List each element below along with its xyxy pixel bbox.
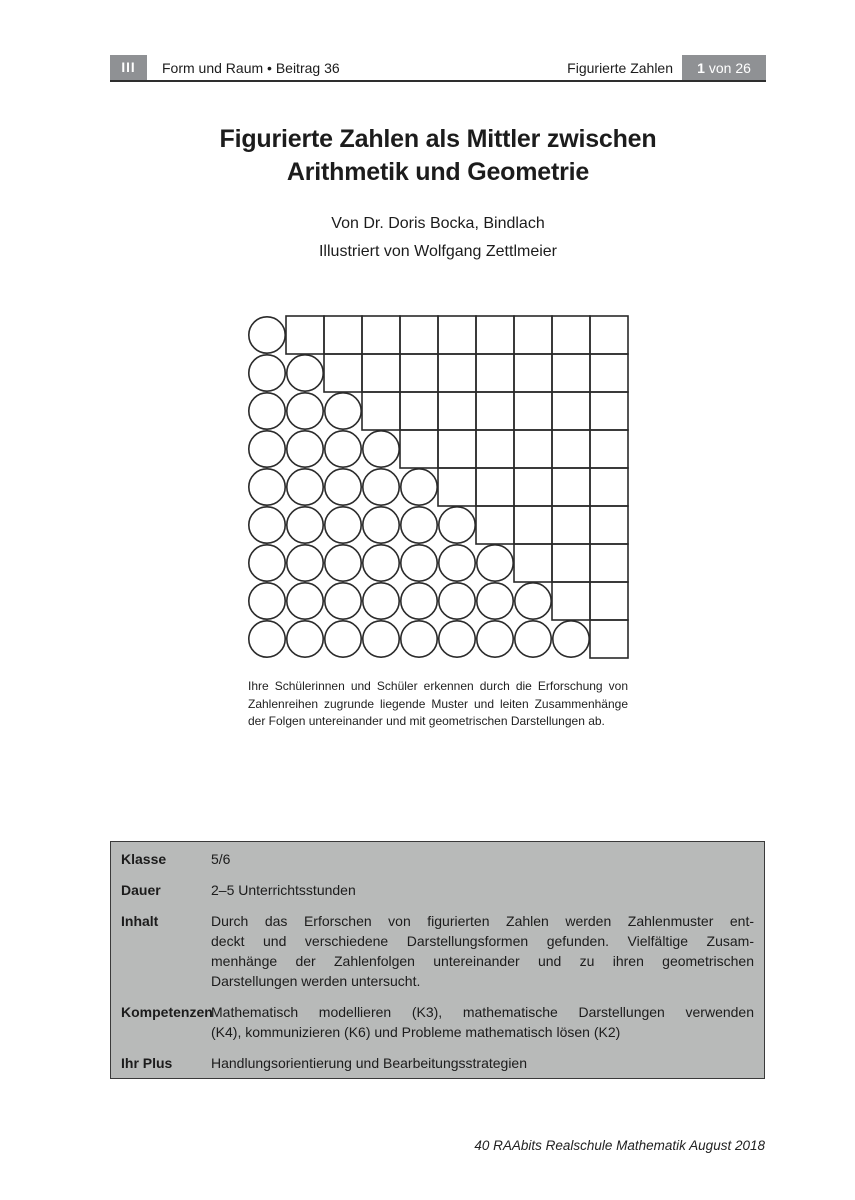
row-value [211,849,754,869]
byline [110,215,766,261]
row-label: Inhalt [121,913,159,929]
caption-line: der Folgen untereinander und mit geometrischen Darstellungen ab. [248,714,605,728]
header-series-text: Form und Raum • Beitrag 36 [162,59,340,76]
row-value-line: 5/6 [211,851,231,867]
table-row [121,1053,754,1073]
row-value [211,1053,754,1073]
section-badge [110,55,147,80]
row-label: Dauer [121,882,161,898]
page-indicator [682,55,766,80]
row-label: Ihr Plus [121,1055,173,1071]
page-title-line1: Figurierte Zahlen als Mittler zwischen [219,125,657,153]
page-number-current: 1 [697,59,705,76]
lesson-info-table [110,841,765,1079]
row-label: Kompetenzen [121,1004,213,1020]
caption-line: Ihre Schülerinnen und Schüler erkennen durch die Erforschung von [248,679,628,693]
row-value-line: deckt und verschiedene Darstellungsformen gefunden. Vielfältige Zusam- [211,933,754,949]
header-right-group [567,55,766,80]
row-value-line: menhänge der Zahlenfolgen untereinander und zu ihren geometrischen [211,953,754,969]
row-value-line: Mathematisch modellieren (K3), mathematische Darstellungen verwenden [211,1004,754,1020]
row-label: Klasse [121,851,167,867]
page-footer: 40 RAAbits Realschule Mathematik August 2018 [474,1138,765,1153]
section-badge-label: III [121,60,136,75]
row-value-line: 2–5 Unterrichtsstunden [211,882,356,898]
row-value [211,911,754,991]
page-number-total: von 26 [708,59,751,76]
table-row [121,1002,754,1042]
caption-line: Zahlenreihen zugrunde liegende Muster und leiten Zusammenhänge [248,696,628,711]
page-title [110,123,766,189]
row-value-line: (K4), kommunizieren (K6) und Probleme mathematisch lösen (K2) [211,1024,621,1040]
table-row [121,849,754,869]
row-value [211,880,754,900]
figure-caption [248,678,628,731]
circle-counters [249,317,589,657]
row-value-line: Darstellungen werden untersucht. [211,973,421,989]
table-row [121,911,754,991]
row-value-line: Handlungsorientierung und Bearbeitungsstrategien [211,1055,527,1071]
row-value-line: Durch das Erforschen von figurierten Zahlen werden Zahlenmuster ent- [211,913,754,929]
illustrator-line: Illustriert von Wolfgang Zettlmeier [318,243,557,260]
figurate-number-figure [247,315,629,659]
page-header [110,55,766,82]
row-value [211,1002,754,1042]
table-row [121,880,754,900]
header-topic-text: Figurierte Zahlen [567,59,673,76]
figurate-grid-svg [247,315,629,659]
page-title-line2: Arithmetik und Geometrie [286,158,590,186]
author-line: Von Dr. Doris Bocka, Bindlach [331,215,545,232]
